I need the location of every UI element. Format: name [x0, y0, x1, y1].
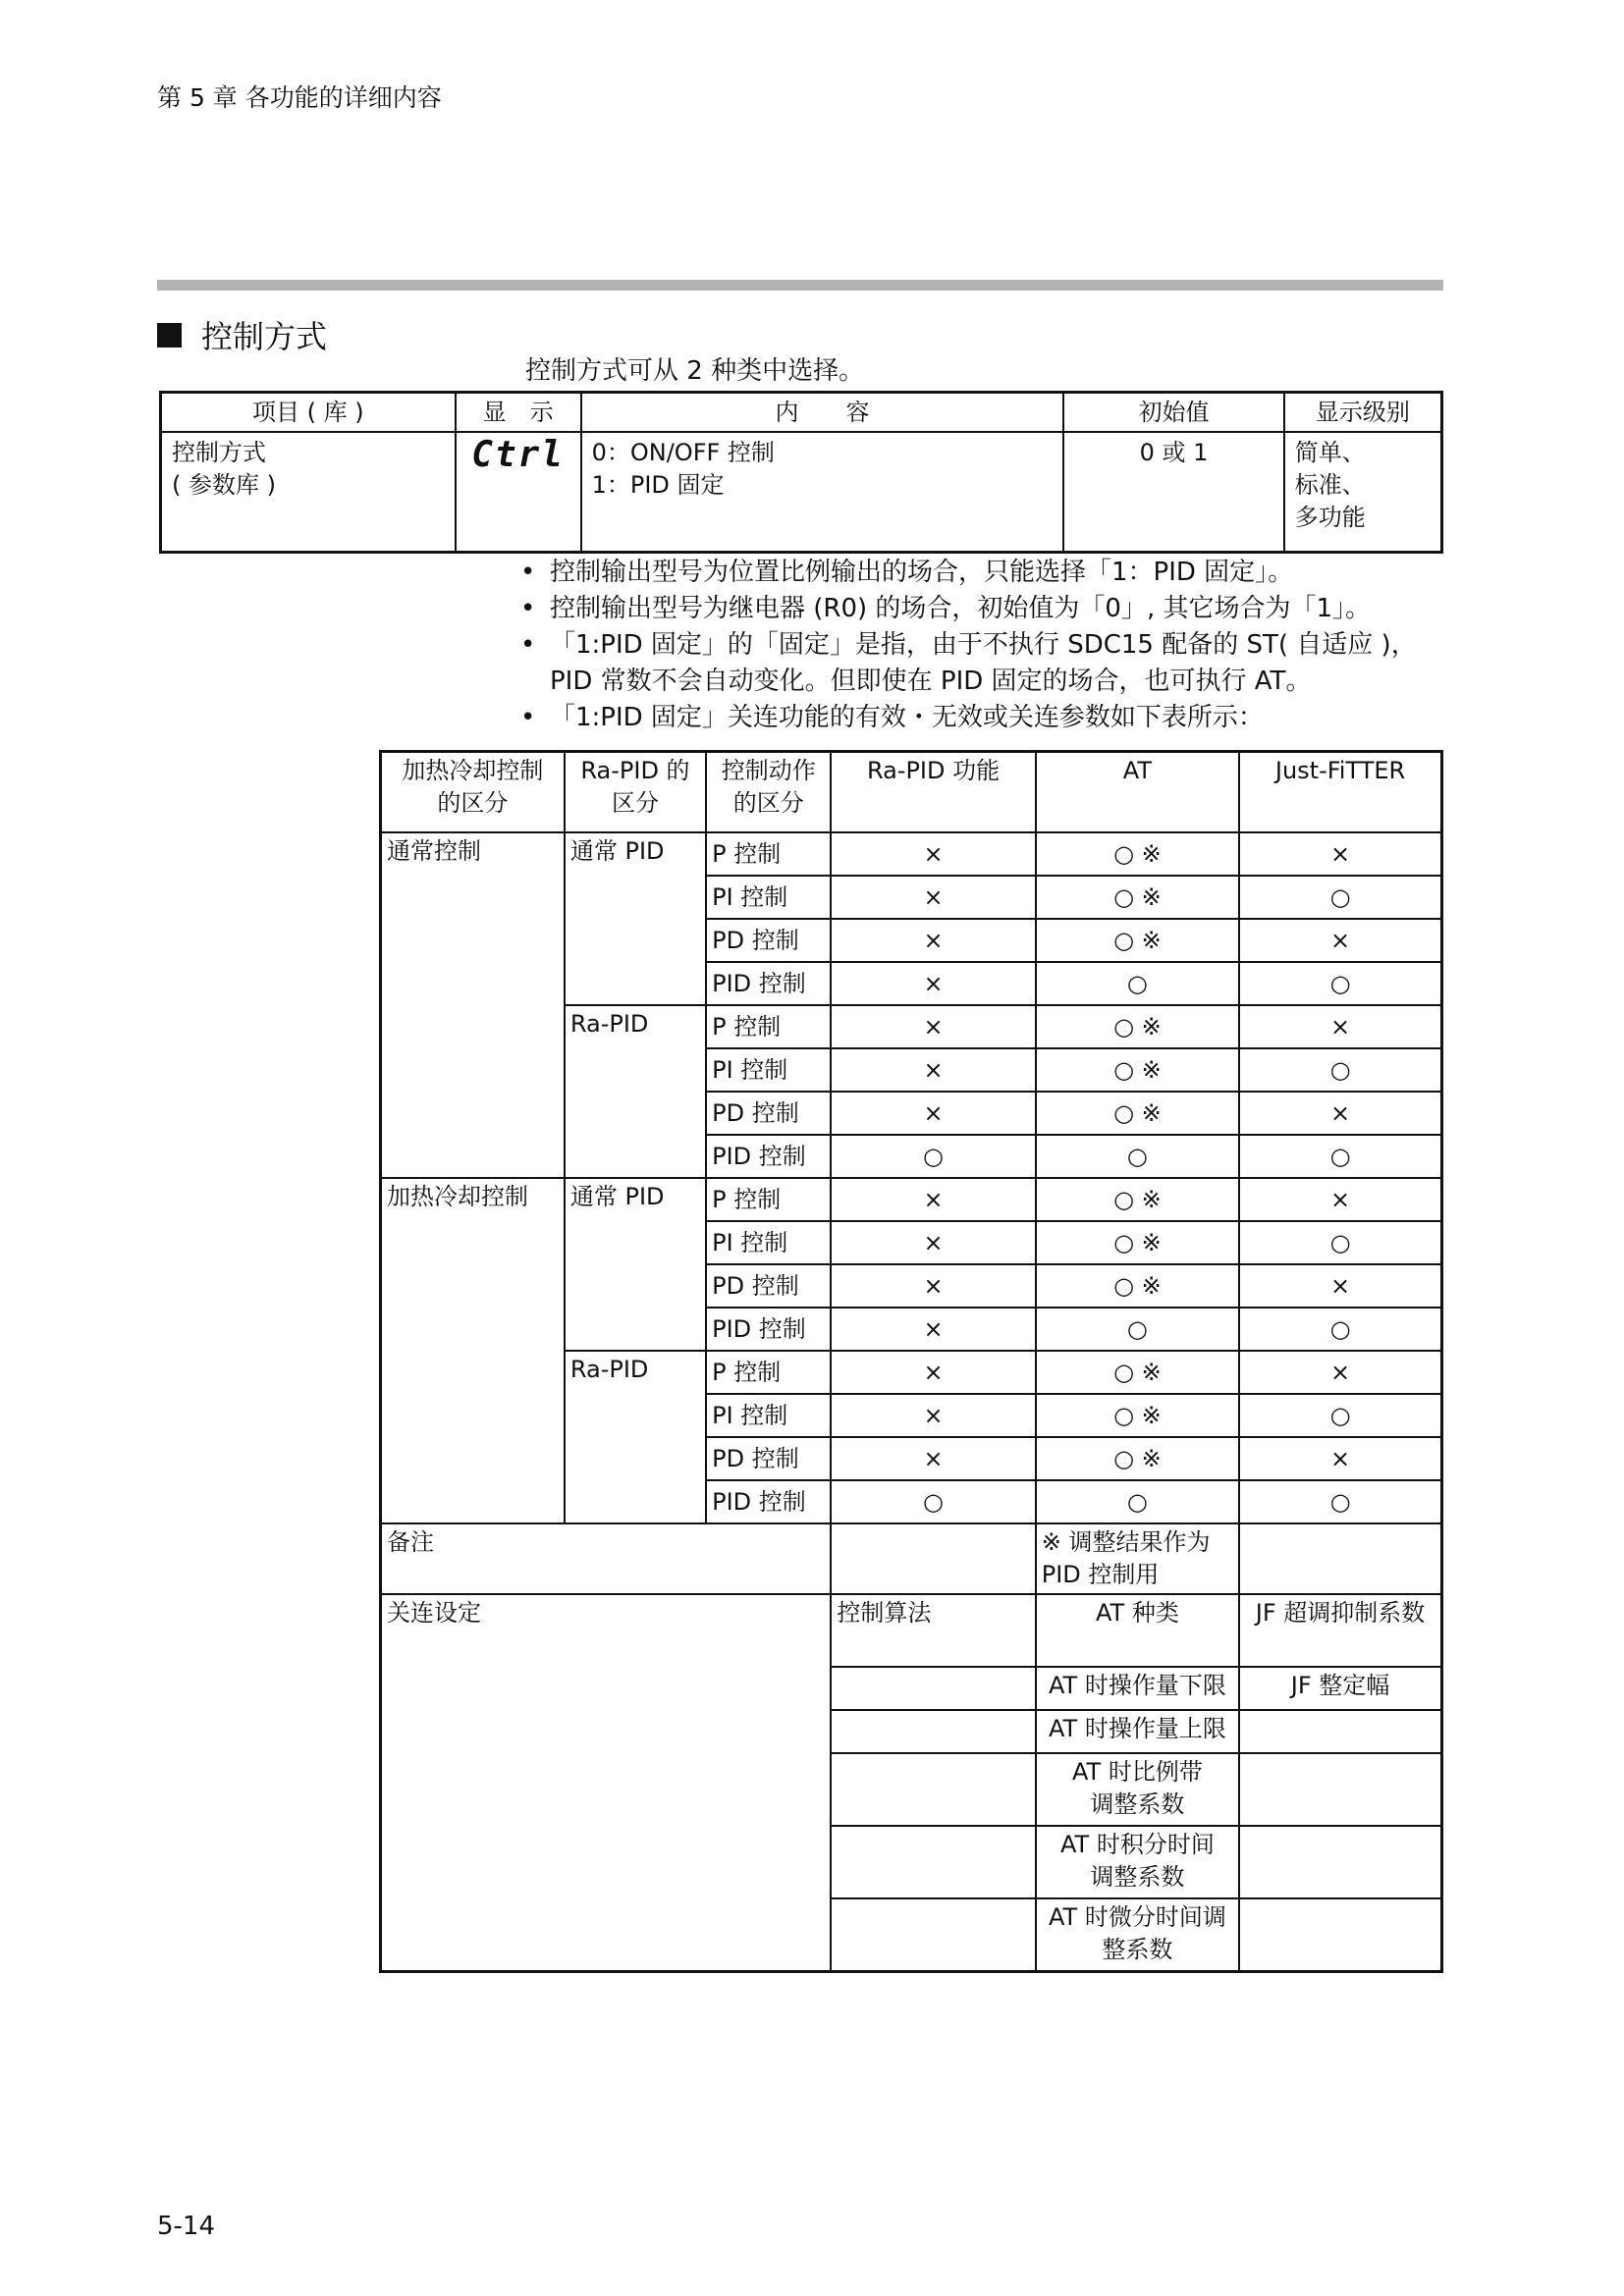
ra-pid-function-cell: × — [831, 1351, 1035, 1394]
just-fitter-cell: ○ — [1239, 1221, 1441, 1264]
related-ra-pid: 控制算法 — [831, 1594, 1035, 1667]
control-action-cell: P 控制 — [706, 1178, 831, 1221]
parameter-table-header — [161, 393, 1442, 433]
just-fitter-cell: × — [1239, 832, 1441, 876]
at-cell: ○ ※ — [1036, 1437, 1239, 1480]
ra-pid-class-cell: Ra-PID — [565, 1351, 706, 1523]
just-fitter-cell: × — [1239, 919, 1441, 962]
param-display-cell — [456, 432, 581, 553]
ra-pid-function-cell: ○ — [831, 1135, 1035, 1178]
control-action-cell: PD 控制 — [706, 919, 831, 962]
related-jf — [1239, 1898, 1441, 1972]
func-header-5: Just-FiTTER — [1239, 752, 1441, 833]
related-at: AT 时操作量上限 — [1036, 1710, 1239, 1753]
ra-pid-function-cell: × — [831, 876, 1035, 919]
table-row — [381, 832, 1442, 876]
just-fitter-cell: × — [1239, 1264, 1441, 1308]
param-initial: 0 或 1 — [1063, 432, 1283, 553]
related-at: AT 时操作量下限 — [1036, 1667, 1239, 1710]
ra-pid-function-cell: × — [831, 1437, 1035, 1480]
param-content — [581, 432, 1064, 553]
parameter-row — [161, 432, 1442, 553]
ra-pid-function-cell: × — [831, 832, 1035, 876]
at-cell: ○ ※ — [1036, 1394, 1239, 1437]
control-action-cell: PI 控制 — [706, 1048, 831, 1092]
control-action-cell: PD 控制 — [706, 1264, 831, 1308]
content-option-0: 0：ON/OFF 控制 — [591, 439, 775, 466]
at-cell: ○ — [1036, 1480, 1239, 1523]
ra-pid-function-cell: × — [831, 962, 1035, 1005]
related-jf: JF 超调抑制系数 — [1239, 1594, 1441, 1667]
at-cell: ○ ※ — [1036, 1048, 1239, 1092]
level-0: 简单、 — [1294, 439, 1366, 466]
related-ra-pid — [831, 1753, 1035, 1826]
at-cell: ○ ※ — [1036, 1221, 1239, 1264]
note-item: • 控制输出型号为位置比例输出的场合，只能选择「1：PID 固定」。 — [520, 555, 1453, 591]
related-at: AT 种类 — [1036, 1594, 1239, 1667]
header-item: 项目 ( 库 ) — [161, 393, 456, 433]
at-cell: ○ ※ — [1036, 1092, 1239, 1135]
just-fitter-cell: ○ — [1239, 1308, 1441, 1351]
at-cell: ○ ※ — [1036, 1351, 1239, 1394]
related-ra-pid — [831, 1710, 1035, 1753]
func-header-4: AT — [1036, 752, 1239, 833]
remarks-ra-pid — [831, 1523, 1035, 1594]
control-action-cell: PID 控制 — [706, 1308, 831, 1351]
remarks-at: ※ 调整结果作为 PID 控制用 — [1036, 1523, 1239, 1594]
control-action-cell: PD 控制 — [706, 1092, 831, 1135]
ra-pid-function-cell: × — [831, 1264, 1035, 1308]
content-option-1: 1：PID 固定 — [591, 471, 725, 499]
at-cell: ○ ※ — [1036, 1005, 1239, 1048]
ra-pid-function-cell: × — [831, 1308, 1035, 1351]
just-fitter-cell: ○ — [1239, 1048, 1441, 1092]
ra-pid-function-cell: × — [831, 1048, 1035, 1092]
section-divider — [157, 280, 1443, 291]
func-header-2: 控制动作 的区分 — [706, 752, 831, 833]
ra-pid-class-cell: 通常 PID — [565, 1178, 706, 1351]
just-fitter-cell: × — [1239, 1005, 1441, 1048]
control-action-cell: PI 控制 — [706, 1394, 831, 1437]
just-fitter-cell: ○ — [1239, 1394, 1441, 1437]
ra-pid-function-cell: × — [831, 919, 1035, 962]
func-header-0: 加热冷却控制 的区分 — [381, 752, 565, 833]
related-settings-row — [381, 1594, 1442, 1667]
ra-pid-function-cell: × — [831, 1221, 1035, 1264]
just-fitter-cell: × — [1239, 1437, 1441, 1480]
at-cell: ○ ※ — [1036, 919, 1239, 962]
related-jf — [1239, 1753, 1441, 1826]
just-fitter-cell: × — [1239, 1092, 1441, 1135]
header-level: 显示级别 — [1284, 393, 1442, 433]
heat-cool-class-cell: 加热冷却控制 — [381, 1178, 565, 1523]
control-action-cell: PI 控制 — [706, 876, 831, 919]
at-cell: ○ ※ — [1036, 832, 1239, 876]
param-level — [1284, 432, 1442, 553]
level-2: 多功能 — [1294, 504, 1366, 531]
control-action-cell: PID 控制 — [706, 1135, 831, 1178]
header-content: 内 容 — [581, 393, 1064, 433]
related-ra-pid — [831, 1826, 1035, 1898]
related-at: AT 时微分时间调 整系数 — [1036, 1898, 1239, 1972]
section-intro: 控制方式可从 2 种类中选择。 — [525, 356, 865, 386]
at-cell: ○ — [1036, 1308, 1239, 1351]
just-fitter-cell: × — [1239, 1351, 1441, 1394]
at-cell: ○ ※ — [1036, 1178, 1239, 1221]
related-at: AT 时积分时间 调整系数 — [1036, 1826, 1239, 1898]
control-action-cell: PID 控制 — [706, 962, 831, 1005]
just-fitter-cell: ○ — [1239, 876, 1441, 919]
level-1: 标准、 — [1294, 471, 1366, 499]
header-display: 显 示 — [456, 393, 581, 433]
related-jf — [1239, 1710, 1441, 1753]
just-fitter-cell: × — [1239, 1178, 1441, 1221]
related-at: AT 时比例带 调整系数 — [1036, 1753, 1239, 1826]
remarks-label: 备注 — [381, 1523, 832, 1594]
seven-segment-display: Ctrl — [471, 435, 565, 475]
note-item: • 「1:PID 固定」的「固定」是指，由于不执行 SDC15 配备的 ST( 自适应 )，PID 常数不会自动变化。但即使在 PID 固定的场合，也可执行 AT。 — [520, 627, 1453, 700]
control-action-cell: P 控制 — [706, 1005, 831, 1048]
section-title-text: 控制方式 — [201, 318, 328, 355]
control-action-cell: PI 控制 — [706, 1221, 831, 1264]
related-ra-pid — [831, 1667, 1035, 1710]
table-row — [381, 1178, 1442, 1221]
ra-pid-function-cell: × — [831, 1394, 1035, 1437]
param-item: 控制方式 ( 参数库 ) — [161, 432, 456, 553]
related-ra-pid — [831, 1898, 1035, 1972]
chapter-header: 第 5 章 各功能的详细内容 — [157, 83, 442, 112]
related-jf: JF 整定幅 — [1239, 1667, 1441, 1710]
related-jf — [1239, 1826, 1441, 1898]
notes-list — [520, 555, 1453, 736]
at-cell: ○ — [1036, 1135, 1239, 1178]
func-header-1: Ra-PID 的 区分 — [565, 752, 706, 833]
ra-pid-function-cell: × — [831, 1005, 1035, 1048]
page-number: 5-14 — [157, 2212, 216, 2241]
ra-pid-function-cell: ○ — [831, 1480, 1035, 1523]
ra-pid-function-cell: × — [831, 1178, 1035, 1221]
function-table — [379, 750, 1443, 1973]
remarks-jf — [1239, 1523, 1441, 1594]
just-fitter-cell: ○ — [1239, 1135, 1441, 1178]
ra-pid-function-cell: × — [831, 1092, 1035, 1135]
control-action-cell: PID 控制 — [706, 1480, 831, 1523]
ra-pid-class-cell: 通常 PID — [565, 832, 706, 1005]
note-item: • 控制输出型号为继电器 (R0) 的场合，初始值为「0」, 其它场合为「1」。 — [520, 591, 1453, 627]
ra-pid-class-cell: Ra-PID — [565, 1005, 706, 1178]
just-fitter-cell: ○ — [1239, 1480, 1441, 1523]
control-action-cell: P 控制 — [706, 1351, 831, 1394]
parameter-table — [159, 391, 1443, 554]
func-header-3: Ra-PID 功能 — [831, 752, 1035, 833]
just-fitter-cell: ○ — [1239, 962, 1441, 1005]
control-action-cell: P 控制 — [706, 832, 831, 876]
heat-cool-class-cell: 通常控制 — [381, 832, 565, 1178]
section-title — [157, 312, 327, 357]
related-settings-label: 关连设定 — [381, 1594, 832, 1972]
square-bullet-icon — [157, 323, 182, 347]
control-action-cell: PD 控制 — [706, 1437, 831, 1480]
at-cell: ○ — [1036, 962, 1239, 1005]
at-cell: ○ ※ — [1036, 876, 1239, 919]
note-item: • 「1:PID 固定」关连功能的有效・无效或关连参数如下表所示： — [520, 700, 1453, 736]
remarks-row — [381, 1523, 1442, 1594]
function-table-header — [381, 752, 1442, 833]
at-cell: ○ ※ — [1036, 1264, 1239, 1308]
header-initial: 初始值 — [1063, 393, 1283, 433]
